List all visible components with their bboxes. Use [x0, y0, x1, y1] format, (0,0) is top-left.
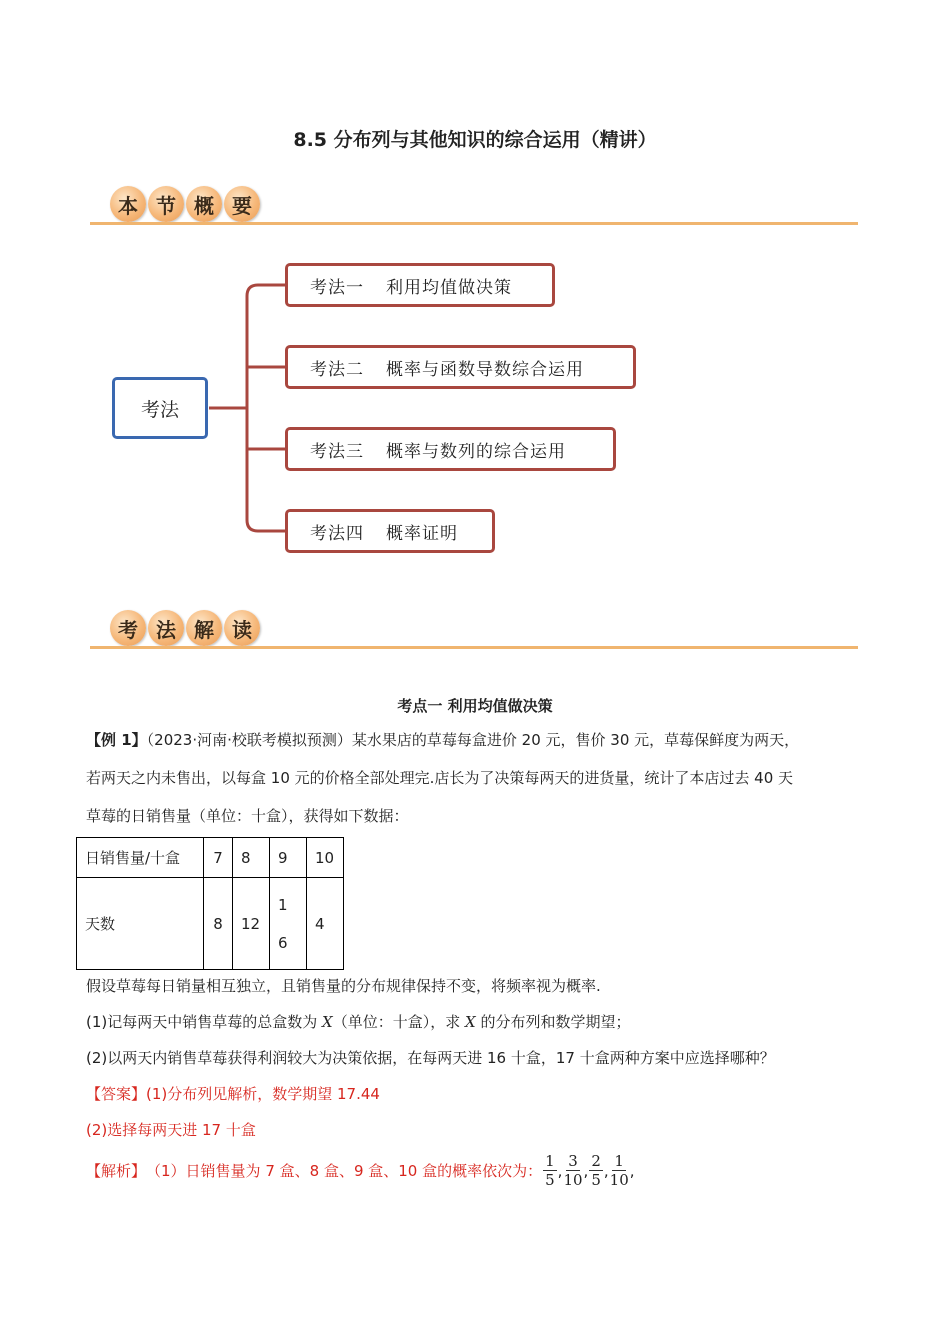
fraction-numerator: 3 [568, 1152, 578, 1170]
sales-table [76, 837, 344, 970]
section-divider [90, 646, 858, 649]
badge-char: 要 [224, 186, 260, 222]
node-text: 利用均值做决策 [386, 277, 512, 298]
fraction-denominator: 5 [591, 1171, 601, 1189]
question-2: (2)以两天内销售草莓获得利润较大为决策依据，在每两天进 16 十盒，17 十盒两种方案中应选择哪种？ [86, 1049, 775, 1067]
table-cell: 9 [270, 838, 307, 878]
badge-char: 考 [110, 610, 146, 646]
example-tag: 【例 1】 [86, 731, 147, 749]
example-line-2: 若两天之内未售出，以每盒 10 元的价格全部处理完.店长为了决策每两天的进货量，统计了本店过去 40 天 [86, 769, 794, 787]
badge-char: 本 [110, 186, 146, 222]
fraction-denominator: 5 [545, 1171, 555, 1189]
node-label: 考法一 [310, 277, 364, 298]
badge-char: 概 [186, 186, 222, 222]
node-text: 概率与函数导数综合运用 [386, 359, 584, 380]
table-row [77, 878, 344, 970]
question-1 [86, 1003, 630, 1041]
fraction [563, 1152, 582, 1189]
fraction-denominator: 10 [609, 1171, 629, 1189]
table-cell: 7 [204, 838, 233, 878]
answer-line-2: (2)选择每两天进 17 十盒 [86, 1121, 256, 1139]
table-cell: 日销售量/十盒 [77, 838, 204, 878]
q1-text: (1)记每两天中销售草莓的总盒数为 [86, 1013, 323, 1031]
kaodian-title: 考点一 利用均值做决策 [397, 697, 553, 715]
fraction [589, 1152, 603, 1189]
example-text: （2023·河南·校联考模拟预测）某水果店的草莓每盒进价 20 元，售价 30 元，草莓保鲜度为两天， [146, 731, 800, 749]
table-cell: 4 [307, 878, 344, 970]
badge-char: 读 [224, 610, 260, 646]
node-label: 考法三 [310, 441, 364, 462]
q1-text: 的分布列和数学期望； [475, 1013, 631, 1031]
mindmap-root: 考法 [112, 377, 208, 439]
assumption-text: 假设草莓每日销量相互独立，且销售量的分布规律保持不变，将频率视为概率. [86, 977, 601, 995]
var-x: X [322, 1013, 333, 1031]
table-cell: 12 [233, 878, 270, 970]
analysis-line: 【解析】 （1）日销售量为 7 盒、8 盒、9 盒、10 盒的概率依次为： $\frac{1}{5}$ , $\frac{3}{10}$ , $\frac{2}{5}$ , $\frac{1}{10}$ , [86, 1152, 635, 1189]
analysis-text: （1）日销售量为 7 盒、8 盒、9 盒、10 盒的概率依次为： [146, 1162, 543, 1180]
fraction-numerator: 1 [545, 1152, 555, 1170]
fraction [543, 1152, 557, 1189]
fraction [610, 1152, 629, 1189]
node-text: 概率与数列的综合运用 [386, 441, 566, 462]
fraction-numerator: 1 [614, 1152, 624, 1170]
badge-char: 节 [148, 186, 184, 222]
badge-char: 解 [186, 610, 222, 646]
answer-line-1: 【答案】(1)分布列见解析，数学期望 17.44 [86, 1085, 380, 1103]
analysis-tag: 【解析】 [86, 1162, 147, 1180]
table-cell: 天数 [77, 878, 204, 970]
table-cell: 10 [307, 838, 344, 878]
q1-text: （单位：十盒），求 [332, 1013, 465, 1031]
node-label: 考法四 [310, 523, 364, 544]
mindmap-node-1 [285, 263, 555, 307]
badge-char: 法 [148, 610, 184, 646]
fraction-numerator: 2 [591, 1152, 601, 1170]
table-cell: 8 [204, 878, 233, 970]
example-line-1 [86, 721, 799, 759]
mindmap-node-4 [285, 509, 495, 553]
mindmap-node-2 [285, 345, 636, 389]
fraction-denominator: 10 [563, 1171, 583, 1189]
mindmap-node-3 [285, 427, 616, 471]
var-x: X [465, 1013, 476, 1031]
example-line-3: 草莓的日销售量（单位：十盒），获得如下数据： [86, 807, 409, 825]
page-title: 8.5 分布列与其他知识的综合运用（精讲） [293, 129, 657, 151]
node-label: 考法二 [310, 359, 364, 380]
node-text: 概率证明 [386, 523, 458, 544]
table-header-row [77, 838, 344, 878]
section-header-interpretation [110, 610, 260, 646]
table-cell: 1 6 [270, 878, 307, 970]
table-cell: 8 [233, 838, 270, 878]
